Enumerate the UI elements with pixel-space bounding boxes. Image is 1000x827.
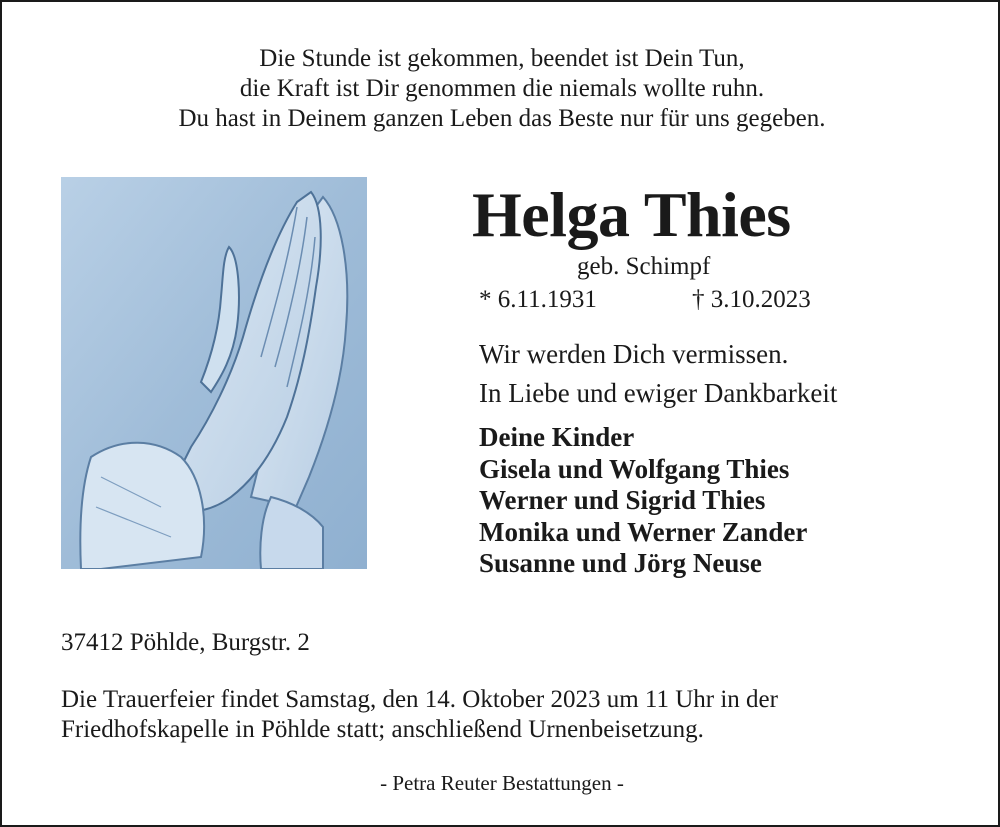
death-date: † 3.10.2023 [692,286,811,313]
poem [2,44,1000,134]
ceremony-line: Die Trauerfeier findet Samstag, den 14. Oktober 2023 um 11 Uhr in der [61,686,778,713]
family-member: Gisela und Wolfgang Thies [479,453,790,484]
praying-hands-image [61,177,367,569]
family-member: Werner und Sigrid Thies [479,485,766,515]
family-member: Monika und Werner Zander [479,516,808,547]
praying-hands-icon [61,177,367,569]
deceased-name: Helga Thies [472,179,791,250]
undertaker: - Petra Reuter Bestattungen - [380,771,624,795]
ceremony-line: Friedhofskapelle in Pöhlde statt; anschließend Urnenbeisetzung. [61,716,704,743]
poem-line: Du hast in Deinem ganzen Leben das Beste nur für uns gegeben. [178,105,826,132]
poem-line: die Kraft ist Dir genommen die niemals wollte ruhn. [239,75,765,102]
family-member: Deine Kinder [479,422,635,452]
maiden-name: geb. Schimpf [577,253,711,280]
birth-date: * 6.11.1931 [479,286,597,313]
message-line: In Liebe und ewiger Dankbarkeit [479,378,838,408]
message-line: Wir werden Dich vermissen. [479,339,789,369]
ceremony-info [61,685,778,745]
poem-line: Die Stunde ist gekommen, beendet ist Dein Tun, [259,45,745,72]
family-list [479,422,807,580]
family-member: Susanne und Jörg Neuse [479,548,762,578]
address: 37412 Pöhlde, Burgstr. 2 [61,629,310,656]
